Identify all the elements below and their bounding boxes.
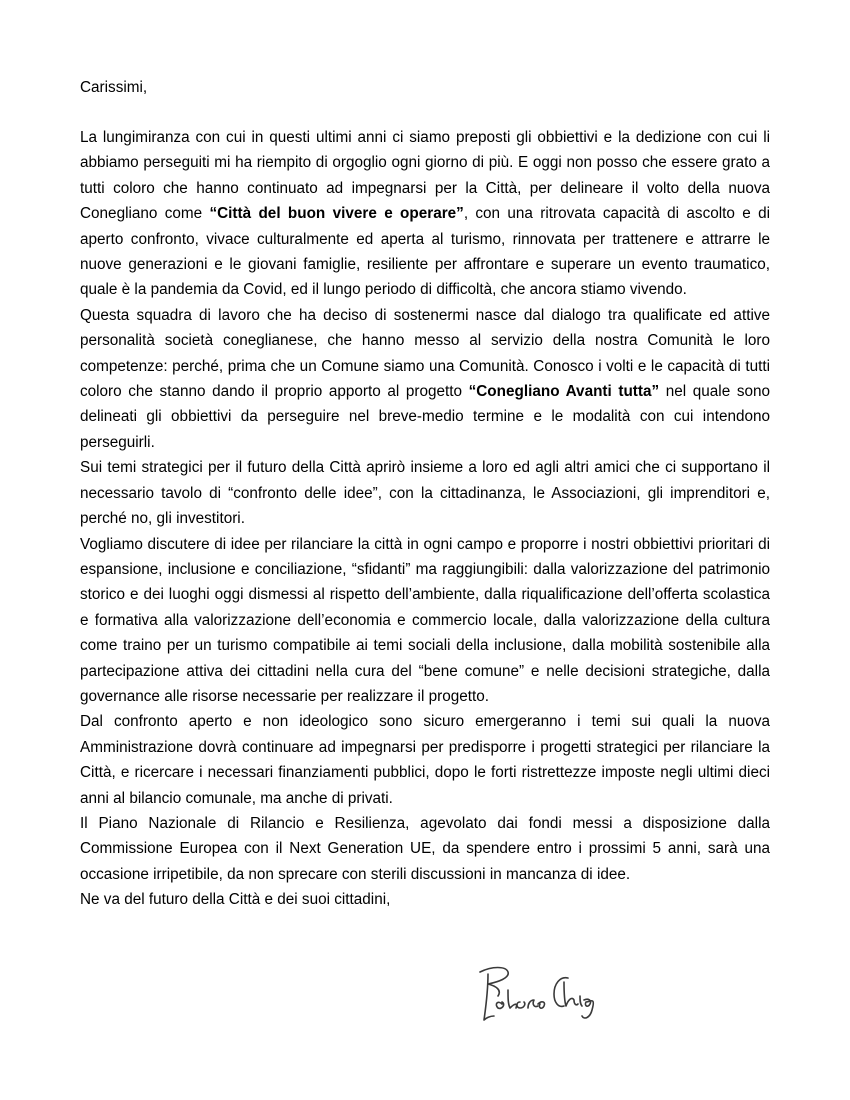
paragraph-2-text-a: Questa squadra di lavoro che ha deciso di sostenermi nasce dal dialogo tra qualificate ed attive personalità società coneglianese, che hanno messo al servizio della nostra Comunità le loro competenze: perché, prima che un Comune siamo una Comunità. Conosco i volti e le capacità di tutti coloro che stanno dando il proprio apporto al progetto xyxy=(80,306,770,401)
handwritten-signature xyxy=(472,960,602,1030)
salutation: Carissimi, xyxy=(80,79,148,96)
paragraph-1 xyxy=(80,125,770,303)
paragraph-2 xyxy=(80,303,770,455)
letter-body xyxy=(80,125,770,913)
paragraph-2-bold: “Conegliano Avanti tutta” xyxy=(468,383,660,401)
paragraph-3: Sui temi strategici per il futuro della Città aprirò insieme a loro ed agli altri amici che ci supportano il necessario tavolo di “confronto delle idee”, con la cittadinanza, le Associazioni, gli imprenditori e, perché no, gli investitori. xyxy=(80,459,770,528)
signature-drawing xyxy=(472,960,602,1030)
paragraph-1-text-b: , con una ritrovata capacità di ascolto e di aperto confronto, vivace culturalmente ed aperta al turismo, rinnovata per trattenere e attrarre le nuove generazioni e le giovani famiglie, resiliente per affrontare e superare un evento traumatico, quale è la pandemia da Covid, ed il lungo periodo di difficoltà, che ancora stiamo vivendo. xyxy=(80,205,770,299)
paragraph-2-text-b: nel quale sono delineati gli obbiettivi da perseguire nel breve-medio termine e le modalità con cui intendono perseguirli. xyxy=(80,383,770,451)
paragraph-5: Dal confronto aperto e non ideologico sono sicuro emergeranno i temi sui quali la nuova Amministrazione dovrà continuare ad impegnarsi per predisporre i progetti strategici per rilanciare la Città, e ricercare i necessari finanziamenti pubblici, dopo le forti ristrettezze imposte negli ultimi dieci anni al bilancio comunale, ma anche di privati. xyxy=(80,713,770,807)
paragraph-4: Vogliamo discutere di idee per rilanciare la città in ogni campo e proporre i nostri obbiettivi prioritari di espansione, inclusione e conciliazione, “sfidanti” ma raggiungibili: dalla valorizzazione del patrimonio storico e dei luoghi oggi dismessi al rispetto dell’ambiente, dalla riqualificazione dell’offerta scolastica e formativa alla valorizzazione dell’economia e commercio locale, dalla valorizzazione della cultura come traino per un turismo compatibile ai temi sociali della inclusione, dalla mobilità sostenibile alla partecipazione attiva dei cittadini nella cura del “bene comune” e nelle decisioni strategiche, dalla governance alle risorse necessarie per realizzare il progetto. xyxy=(80,535,770,705)
paragraph-6: Il Piano Nazionale di Rilancio e Resilienza, agevolato dai fondi messi a disposizione dalla Commissione Europea con il Next Generation UE, da spendere entro i prossimi 5 anni, sarà una occasione irripetibile, da non sprecare con sterili discussioni in mancanza di idee. xyxy=(80,814,770,883)
closing-line: Ne va del futuro della Città e dei suoi cittadini, xyxy=(80,891,391,909)
paragraph-1-text-a: La lungimiranza con cui in questi ultimi anni ci siamo preposti gli obbiettivi e la dedizione con cui li abbiamo perseguiti mi ha riempito di orgoglio ogni giorno di più. E oggi non posso che essere grato a tutti coloro che hanno continuato ad impegnarsi per la Città, per delineare il volto della nuova Conegliano come xyxy=(80,129,770,223)
paragraph-1-bold: “Città del buon vivere e operare” xyxy=(209,205,464,223)
